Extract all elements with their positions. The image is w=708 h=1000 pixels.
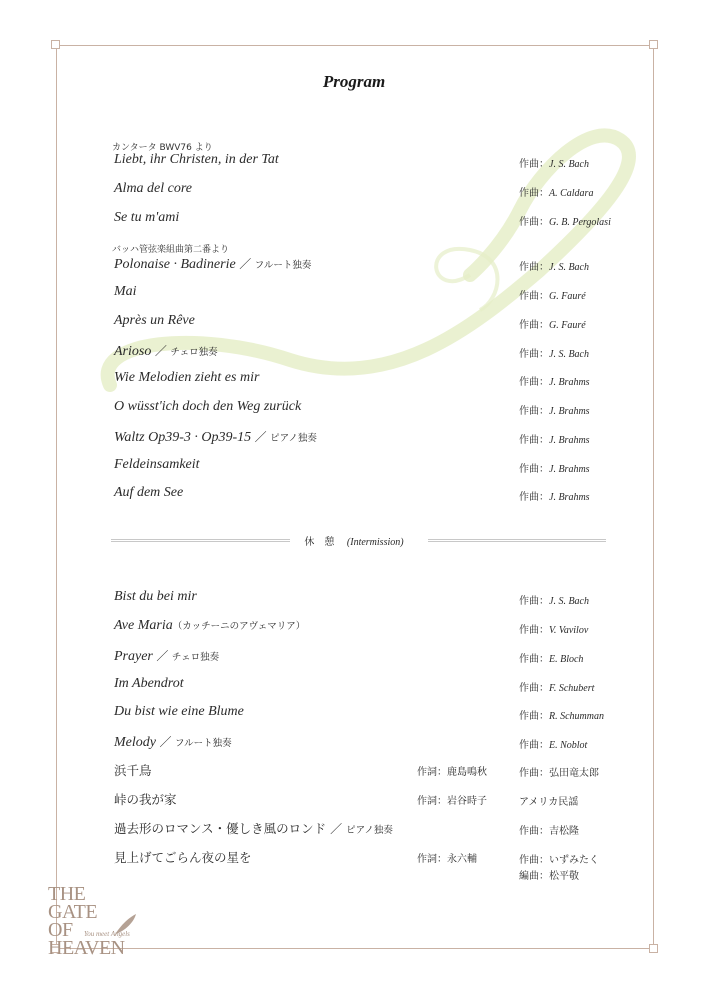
composer-credit xyxy=(519,287,586,302)
piece-title: Feldeinsamkeit xyxy=(114,457,200,472)
program-item xyxy=(114,761,634,783)
composer-label: 作曲： xyxy=(519,320,549,331)
program-item xyxy=(114,790,634,812)
composer-name: J. Brahms xyxy=(549,406,590,417)
composer-label: 作曲： xyxy=(519,159,549,170)
composer-label: 作曲： xyxy=(519,464,549,475)
piece-title: Bist du bei mir xyxy=(114,589,197,604)
composer-credit xyxy=(519,707,604,722)
piece-title-line xyxy=(114,181,192,197)
composer-credit xyxy=(519,316,586,331)
composer-name: J. S. Bach xyxy=(549,349,589,360)
piece-title: Im Abendrot xyxy=(114,676,184,691)
program-item xyxy=(114,342,634,364)
piece-title-line xyxy=(114,819,393,837)
piece-title: 峠の我が家 xyxy=(114,792,177,807)
composer-credit xyxy=(519,345,589,360)
piece-title: 見上げてごらん夜の星を xyxy=(114,850,252,865)
program-item xyxy=(114,210,634,232)
composer-credit xyxy=(519,460,590,475)
arranger-credit: 編曲：松平敬 xyxy=(519,871,579,882)
composer-name: アメリカ民謡 xyxy=(519,797,579,808)
program-item xyxy=(114,428,634,450)
composer-name: J. S. Bach xyxy=(549,159,589,170)
piece-title-line xyxy=(114,399,301,415)
piece-title: Melody xyxy=(114,735,156,750)
program-item xyxy=(114,399,634,421)
composer-name: J. S. Bach xyxy=(549,596,589,607)
piece-title: Auf dem See xyxy=(114,485,184,500)
frame-corner-top-right xyxy=(649,40,658,49)
piece-title: Ave Maria xyxy=(114,618,173,633)
composer-name: J. Brahms xyxy=(549,492,590,503)
piece-title-line xyxy=(114,618,305,634)
program-title: Program xyxy=(322,72,386,91)
program-item xyxy=(114,733,634,755)
piece-note: ピアノ独奏 xyxy=(346,825,393,836)
composer-credit xyxy=(519,431,590,446)
composer-name: J. S. Bach xyxy=(549,262,589,273)
frame-corner-bottom-right xyxy=(649,944,658,953)
piece-title-line xyxy=(114,342,218,360)
composer-name: E. Noblot xyxy=(549,740,588,751)
separator: ／ xyxy=(154,344,167,358)
composer-label: 作曲： xyxy=(519,435,549,446)
composer-name: G. Fauré xyxy=(549,320,586,331)
piece-title: 過去形のロマンス・優しき風のロンド xyxy=(114,821,327,836)
program-item xyxy=(114,255,634,277)
composer-credit xyxy=(519,592,589,607)
composer-credit xyxy=(519,184,593,199)
composer-name: J. Brahms xyxy=(549,377,590,388)
composer-label: 作曲： xyxy=(519,217,549,228)
piece-title: Arioso xyxy=(114,344,152,359)
piece-title-line xyxy=(114,457,200,473)
piece-note: チェロ独奏 xyxy=(170,347,218,358)
piece-title-line xyxy=(114,848,252,866)
composer-credit xyxy=(519,851,599,866)
composer-label: 作曲： xyxy=(519,740,549,751)
intermission-label-jp: 休憩 xyxy=(304,537,345,548)
composer-credit xyxy=(519,402,590,417)
group-label-cantata: カンタータ BWV76 より xyxy=(112,143,213,153)
composer-name: いずみたく xyxy=(549,855,599,866)
piece-title: O wüsst'ich doch den Weg zurück xyxy=(114,399,302,414)
piece-title-line xyxy=(114,790,177,808)
composer-label: 作曲： xyxy=(519,596,549,607)
intermission-divider xyxy=(0,533,708,547)
separator: ／ xyxy=(156,649,169,663)
piece-note: ピアノ独奏 xyxy=(270,433,317,444)
piece-title: Polonaise · Badinerie xyxy=(114,257,236,272)
composer-credit xyxy=(519,650,583,665)
composer-label: 作曲： xyxy=(519,406,549,417)
composer-label: 作曲： xyxy=(519,291,549,302)
composer-label: 作曲： xyxy=(519,492,549,503)
piece-title: Du bist wie eine Blume xyxy=(114,704,244,719)
piece-title-line xyxy=(114,210,179,226)
piece-title: Liebt, ihr Christen, in der Tat xyxy=(114,152,279,167)
program-item xyxy=(114,370,634,392)
logo-line-2: GATE xyxy=(48,901,98,923)
group-label-suite: バッハ管弦楽組曲第二番より xyxy=(112,245,230,255)
piece-title-line xyxy=(114,152,279,168)
composer-label: 作曲： xyxy=(519,262,549,273)
composer-name: 弘田竜太郎 xyxy=(549,768,599,779)
composer-name: J. Brahms xyxy=(549,464,590,475)
piece-title-line xyxy=(114,370,259,386)
composer-name: 吉松隆 xyxy=(549,826,579,837)
composer-credit xyxy=(519,155,589,170)
piece-title: Wie Melodien zieht es mir xyxy=(114,370,260,385)
composer-label: 作曲： xyxy=(519,683,549,694)
logo-line-4: HEAVEN xyxy=(48,937,125,959)
composer-credit xyxy=(519,213,611,228)
program-item xyxy=(114,457,634,479)
composer-credit xyxy=(519,764,599,779)
piece-title-line xyxy=(114,676,184,692)
lyricist: 作詞：永六輔 xyxy=(417,854,477,865)
program-item xyxy=(114,647,634,669)
composer-name: A. Caldara xyxy=(549,188,594,199)
piece-title-line xyxy=(114,284,137,300)
piece-title-line xyxy=(114,313,195,329)
piece-title: Alma del core xyxy=(114,181,193,196)
piece-title: 浜千鳥 xyxy=(114,763,152,778)
piece-title-line xyxy=(114,761,152,779)
piece-title: Se tu m'ami xyxy=(114,210,180,225)
program-item xyxy=(114,181,634,203)
composer-label: 作曲： xyxy=(519,349,549,360)
program-item xyxy=(114,284,634,306)
composer-credit xyxy=(519,258,589,273)
composer-credit xyxy=(519,488,590,503)
separator: ／ xyxy=(330,822,343,836)
composer-credit xyxy=(519,822,579,837)
piece-title: Mai xyxy=(114,284,137,299)
program-item xyxy=(114,819,634,841)
lyricist: 作詞：岩谷時子 xyxy=(417,796,487,807)
composer-label: 作曲： xyxy=(519,855,549,866)
logo-line-3: OF xyxy=(48,919,73,941)
composer-credit xyxy=(519,679,594,694)
piece-title-line xyxy=(114,589,197,605)
piece-title-line xyxy=(114,704,244,720)
composer-name: G. Fauré xyxy=(549,291,586,302)
composer-credit xyxy=(519,621,588,636)
separator: ／ xyxy=(239,257,252,271)
piece-title-line xyxy=(114,733,232,751)
piece-title-line xyxy=(114,255,311,273)
piece-title: Après un Rêve xyxy=(114,313,195,328)
composer-label: 作曲： xyxy=(519,625,549,636)
composer-name: G. B. Pergolasi xyxy=(549,217,611,228)
intermission-label-en: (Intermission) xyxy=(346,537,404,548)
composer-name: J. Brahms xyxy=(549,435,590,446)
piece-note: チェロ独奏 xyxy=(171,652,220,663)
composer-name: E. Bloch xyxy=(549,654,584,665)
composer-name: F. Schubert xyxy=(549,683,595,694)
piece-note: フルート独奏 xyxy=(254,260,312,271)
piece-title: Waltz Op39-3 · Op39-15 xyxy=(114,430,252,445)
separator: ／ xyxy=(254,430,267,444)
composer-credit xyxy=(519,793,578,808)
composer-label: 作曲： xyxy=(519,377,549,388)
program-item xyxy=(114,589,634,611)
program-item xyxy=(114,485,634,507)
piece-note: （カッチーニのアヴェマリア） xyxy=(172,621,306,632)
piece-note: フルート独奏 xyxy=(175,738,232,749)
composer-label: 作曲： xyxy=(519,826,549,837)
composer-credit xyxy=(519,736,587,751)
composer-credit xyxy=(519,373,590,388)
program-item xyxy=(114,313,634,335)
composer-name: V. Vavilov xyxy=(549,625,589,636)
piece-title-line xyxy=(114,485,183,501)
program-item xyxy=(114,152,634,174)
program-item xyxy=(114,676,634,698)
composer-label: 作曲： xyxy=(519,654,549,665)
gate-of-heaven-logo xyxy=(48,884,158,964)
piece-title-line xyxy=(114,647,219,665)
piece-title-line xyxy=(114,428,317,446)
piece-title: Prayer xyxy=(114,649,153,664)
logo-line-1: THE xyxy=(48,883,86,905)
composer-label: 作曲： xyxy=(519,711,549,722)
program-item xyxy=(114,848,634,882)
lyricist: 作詞：鹿島鳴秋 xyxy=(417,767,487,778)
composer-label: 作曲： xyxy=(519,188,549,199)
frame-corner-top-left xyxy=(51,40,60,49)
program-item xyxy=(114,704,634,726)
logo-tagline: You meet Angels xyxy=(84,930,130,938)
composer-label: 作曲： xyxy=(519,768,549,779)
separator: ／ xyxy=(159,735,172,749)
program-item xyxy=(114,618,634,640)
composer-name: R. Schumman xyxy=(549,711,604,722)
